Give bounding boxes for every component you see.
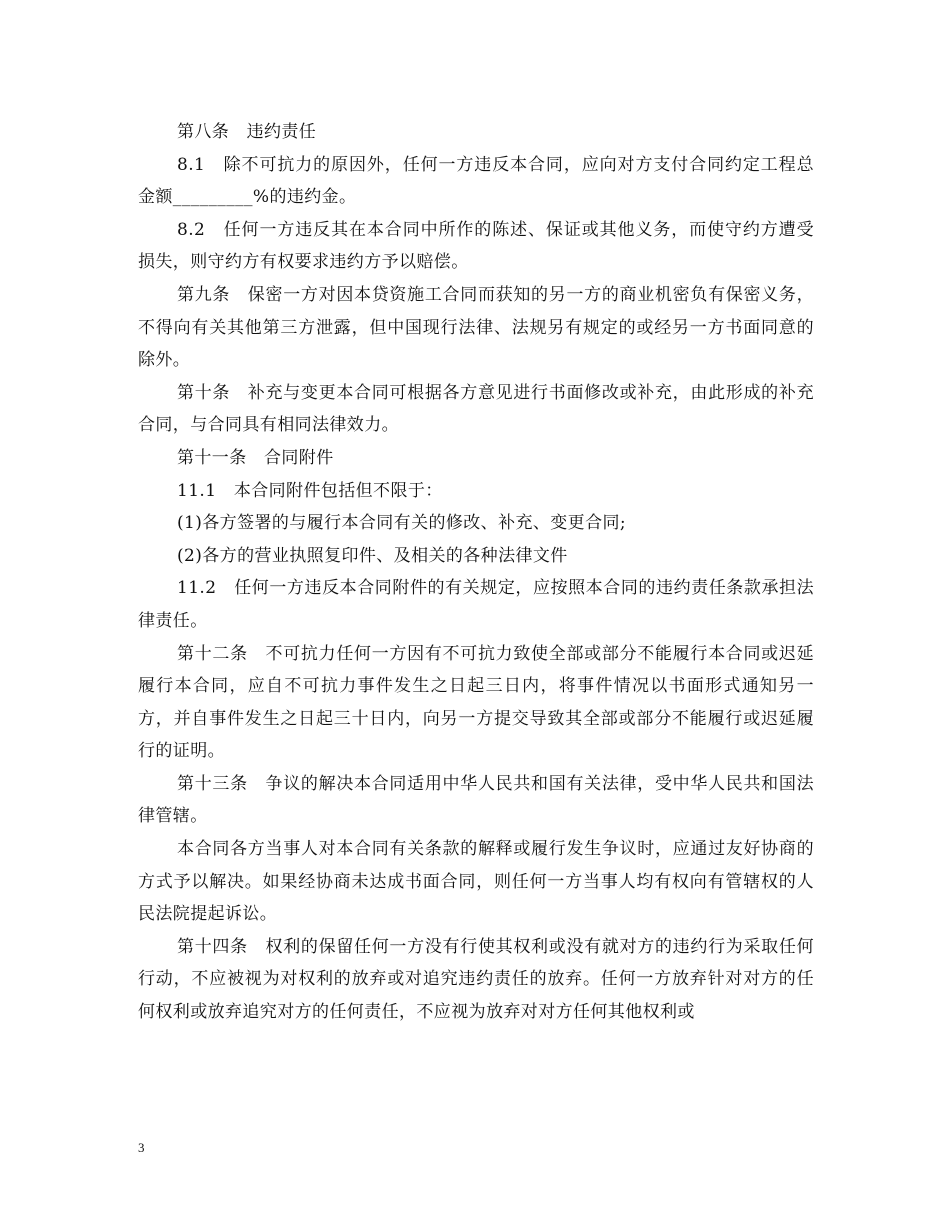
clause-11-1: 11.1 本合同附件包括但不限于： (177, 480, 443, 501)
attachment-item-1: (1)各方签署的与履行本合同有关的修改、补充、变更合同; (177, 513, 627, 534)
document-body (138, 116, 814, 1029)
dispute-negotiation-paragraph: 本合同各方当事人对本合同有关条款的解释或履行发生争议时，应通过友好协商的方式予以解决。如果经协商未达成书面合同，则任何一方当事人均有权向有管辖权的人民法院提起诉讼。 (138, 839, 814, 925)
clause-8-1: 8.1 除不可抗力的原因外，任何一方违反本合同，应向对方支付合同约定工程总金额_________%的违约金。 (138, 154, 814, 208)
attachment-item-2: (2)各方的营业执照复印件、及相关的各种法律文件 (177, 545, 568, 566)
article-8-heading: 第八条 违约责任 (177, 122, 317, 142)
clause-8-2: 8.2 任何一方违反其在本合同中所作的陈述、保证或其他义务，而使守约方遭受损失，则守约方有权要求违约方予以赔偿。 (138, 219, 814, 273)
clause-11-2: 11.2 任何一方违反本合同附件的有关规定，应按照本合同的违约责任条款承担法律责任。 (138, 578, 814, 631)
article-12-force-majeure: 第十二条 不可抗力任何一方因有不可抗力致使全部或部分不能履行本合同或迟延履行本合同，应自不可抗力事件发生之日起三日内，将事件情况以书面形式通知另一方，并自事件发生之日起三十日内，向另一方提交导致其全部或部分不能履行或迟延履行的证明。 (138, 643, 814, 762)
page-number: 3 (138, 1140, 145, 1155)
article-10-amendment: 第十条 补充与变更本合同可根据各方意见进行书面修改或补充，由此形成的补充合同，与合同具有相同法律效力。 (138, 382, 814, 436)
article-13-dispute-resolution: 第十三条 争议的解决本合同适用中华人民共和国有关法律，受中华人民共和国法律管辖。 (138, 773, 814, 827)
article-11-heading: 第十一条 合同附件 (177, 447, 334, 468)
article-9-confidentiality: 第九条 保密一方对因本贷资施工合同而获知的另一方的商业机密负有保密义务，不得向有关其他第三方泄露，但中国现行法律、法规另有规定的或经另一方书面同意的除外。 (138, 284, 814, 371)
article-14-reservation-of-rights: 第十四条 权利的保留任何一方没有行使其权利或没有就对方的违约行为采取任何行动，不应被视为对权利的放弃或对追究违约责任的放弃。任何一方放弃针对对方的任何权利或放弃追究对方的任何责任，不应视为放弃对对方任何其他权利或 (138, 936, 814, 1023)
